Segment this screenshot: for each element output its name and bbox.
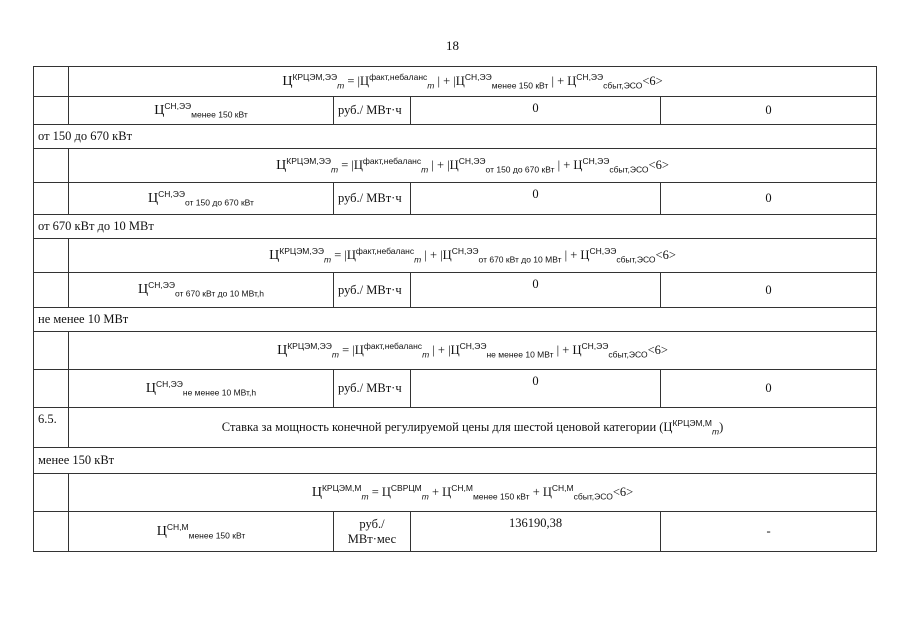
num-cell bbox=[34, 370, 69, 408]
item-name: $Ц^{СН,ЭЭ}_{от 150 до 670 кВт}$ bbox=[69, 183, 334, 215]
section-row bbox=[34, 308, 877, 332]
num-cell bbox=[34, 332, 69, 370]
unit-cell: руб./ МВт·ч bbox=[334, 97, 411, 125]
formula-row bbox=[34, 67, 877, 97]
value-cell: 0 bbox=[411, 183, 661, 215]
value-cell-2: 0 bbox=[661, 183, 877, 215]
value-cell: 136190,38 bbox=[411, 512, 661, 552]
item-name: $Ц^{СН,ЭЭ}_{не менее 10 МВт,h}$ bbox=[69, 370, 334, 408]
num-cell bbox=[34, 183, 69, 215]
section-label: менее 150 кВт bbox=[34, 448, 877, 474]
section-heading-row bbox=[34, 408, 877, 448]
item-name: $Ц^{СН,М}_{менее 150 кВт}$ bbox=[69, 512, 334, 552]
value-cell: 0 bbox=[411, 97, 661, 125]
table-row bbox=[34, 97, 877, 125]
formula: $Ц^{КРЦЭМ,М}_m = Ц^{СВРЦМ}_m + Ц^{СН,М}_{менее 150 кВт} + Ц^{СН,М}_{сбыт,ЭСО}<6>$ bbox=[69, 474, 877, 512]
item-name: $Ц^{СН,ЭЭ}_{менее 150 кВт}$ bbox=[69, 97, 334, 125]
section-row bbox=[34, 448, 877, 474]
tariff-table bbox=[33, 66, 877, 552]
num-cell bbox=[34, 273, 69, 308]
formula: $Ц^{КРЦЭМ,ЭЭ}_m = |Ц^{факт,небаланс}_m$ | + $|Ц^{СН,ЭЭ}_{от 670 кВт до 10 МВт}$ | + $Ц^{СН,ЭЭ}_{сбыт,ЭСО}<6>$ bbox=[69, 239, 877, 273]
formula-row bbox=[34, 239, 877, 273]
num-cell bbox=[34, 239, 69, 273]
formula: $Ц^{КРЦЭМ,ЭЭ}_m = |Ц^{факт,небаланс}_m$ | + $|Ц^{СН,ЭЭ}_{менее 150 кВт}$ | + $Ц^{СН,ЭЭ}_{сбыт,ЭСО}<6>$ bbox=[69, 67, 877, 97]
formula: $Ц^{КРЦЭМ,ЭЭ}_m = |Ц^{факт,небаланс}_m$ | + $|Ц^{СН,ЭЭ}_{не менее 10 МВт}$ | + $Ц^{СН,ЭЭ}_{сбыт,ЭСО}<6>$ bbox=[69, 332, 877, 370]
num-cell bbox=[34, 512, 69, 552]
unit-cell: руб./ МВт·ч bbox=[334, 370, 411, 408]
table-row bbox=[34, 512, 877, 552]
value-cell-2: 0 bbox=[661, 370, 877, 408]
item-number: 6.5. bbox=[34, 408, 69, 448]
value-cell-2: - bbox=[661, 512, 877, 552]
formula-row bbox=[34, 149, 877, 183]
section-row bbox=[34, 125, 877, 149]
unit-cell: руб./ МВт·ч bbox=[334, 273, 411, 308]
num-cell bbox=[34, 474, 69, 512]
section-label: от 670 кВт до 10 МВт bbox=[34, 215, 877, 239]
value-cell-2: 0 bbox=[661, 273, 877, 308]
formula: $Ц^{КРЦЭМ,ЭЭ}_m = |Ц^{факт,небаланс}_m$ | + $|Ц^{СН,ЭЭ}_{от 150 до 670 кВт}$ | + $Ц^{СН,ЭЭ}_{сбыт,ЭСО}<6>$ bbox=[69, 149, 877, 183]
item-name: $Ц^{СН,ЭЭ}_{от 670 кВт до 10 МВт,h}$ bbox=[69, 273, 334, 308]
unit-cell: руб./ МВт·ч bbox=[334, 183, 411, 215]
formula-row bbox=[34, 332, 877, 370]
table-row bbox=[34, 273, 877, 308]
value-cell-2: 0 bbox=[661, 97, 877, 125]
section-row bbox=[34, 215, 877, 239]
section-label: не менее 10 МВт bbox=[34, 308, 877, 332]
value-cell: 0 bbox=[411, 370, 661, 408]
page-number: 18 bbox=[446, 38, 459, 53]
unit-cell: руб./ МВт·мес bbox=[334, 512, 411, 552]
table-row bbox=[34, 183, 877, 215]
formula-row bbox=[34, 474, 877, 512]
num-cell bbox=[34, 67, 69, 97]
value-cell: 0 bbox=[411, 273, 661, 308]
num-cell bbox=[34, 149, 69, 183]
section-label: от 150 до 670 кВт bbox=[34, 125, 877, 149]
section-title: Ставка за мощность конечной регулируемой цены для шестой ценовой категории $(Ц^{КРЦЭМ,М}_m)$ bbox=[69, 408, 877, 448]
table-row bbox=[34, 370, 877, 408]
num-cell bbox=[34, 97, 69, 125]
